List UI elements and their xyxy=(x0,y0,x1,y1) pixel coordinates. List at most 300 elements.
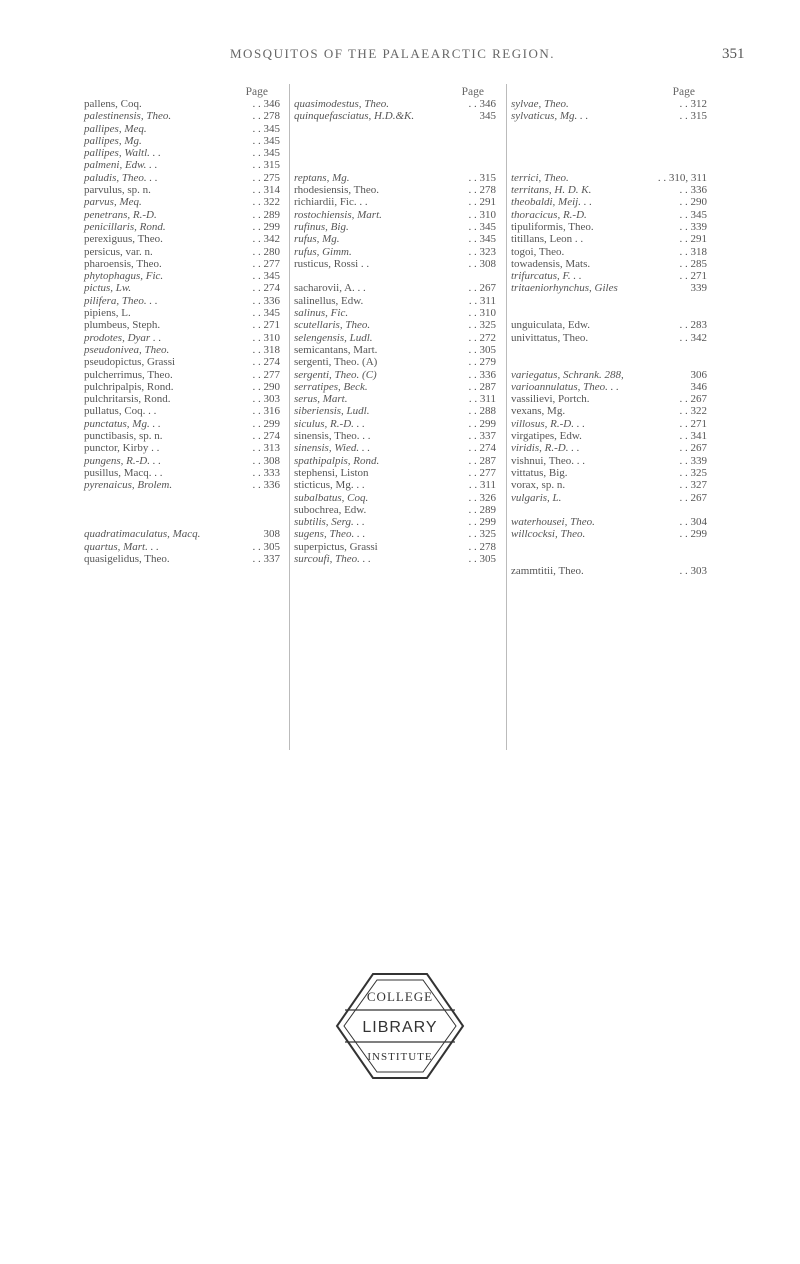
index-entry xyxy=(511,233,707,245)
entry-dots: . . xyxy=(252,393,261,406)
index-entry xyxy=(511,393,707,405)
entry-dots: . . xyxy=(252,307,261,320)
entry-page-number: 315 xyxy=(690,110,707,123)
entry-dots: . . xyxy=(252,233,261,246)
entry-name: semicantans, Mart. xyxy=(294,343,378,356)
index-entry xyxy=(294,332,496,344)
index-entry xyxy=(294,221,496,233)
entry-page xyxy=(680,270,708,282)
index-entry xyxy=(294,344,496,356)
entry-name: subtilis, Serg. . . xyxy=(294,516,365,529)
entry-dots: . . xyxy=(468,552,477,565)
entry-dots: . . xyxy=(679,331,688,344)
index-entry xyxy=(84,418,280,430)
entry-page-number: 290 xyxy=(263,380,280,393)
index-entry xyxy=(294,405,496,417)
index-entry xyxy=(294,455,496,467)
entry-name: pallipes, Mg. xyxy=(84,134,142,147)
entry-page-number: 318 xyxy=(263,343,280,356)
index-column-1 xyxy=(84,86,280,565)
entry-dots: . . xyxy=(468,257,477,270)
index-entry xyxy=(84,147,280,159)
entry-dots: . . xyxy=(468,479,478,492)
entry-name: pungens, R.-D. . . xyxy=(84,454,161,467)
entry-page-number: 345 xyxy=(479,220,496,233)
entry-dots: . . xyxy=(679,430,688,443)
entry-page-number: 277 xyxy=(263,368,280,381)
entry-name: vorax, sp. n. xyxy=(511,479,566,492)
entry-page xyxy=(469,295,496,307)
entry-name: pusillus, Macq. . . xyxy=(84,466,163,479)
index-entry xyxy=(294,504,496,516)
entry-page-number: 316 xyxy=(263,405,280,418)
entry-page-number: 325 xyxy=(479,319,496,332)
entry-dots: . . xyxy=(468,540,477,553)
entry-dots: . . xyxy=(252,270,261,283)
entry-page xyxy=(253,356,281,368)
entry-dots: . . xyxy=(252,319,261,332)
entry-page xyxy=(253,369,281,381)
entry-dots: . . xyxy=(468,466,477,479)
entry-dots: . . xyxy=(679,319,688,332)
index-entry xyxy=(84,196,280,208)
column-divider xyxy=(506,84,507,750)
entry-page xyxy=(680,393,708,405)
entry-page-number: 283 xyxy=(690,319,707,332)
index-entry xyxy=(294,528,496,540)
entry-page xyxy=(469,233,497,245)
entry-name: terrici, Theo. xyxy=(511,171,569,184)
entry-dots: . . xyxy=(679,233,688,246)
entry-name: selengensis, Ludl. xyxy=(294,331,373,344)
index-column-3 xyxy=(511,86,707,578)
entry-page xyxy=(253,282,281,294)
entry-name: punctibasis, sp. n. xyxy=(84,430,163,443)
entry-dots: . . xyxy=(252,331,261,344)
entry-name: univittatus, Theo. xyxy=(511,331,589,344)
entry-dots: . . xyxy=(468,516,477,529)
index-entry xyxy=(511,98,707,110)
entry-page xyxy=(680,479,708,491)
entry-name: variegatus, Schrank. 288, xyxy=(511,368,624,381)
entry-dots: . . xyxy=(679,257,688,270)
page-label: Page xyxy=(245,86,268,98)
index-entry xyxy=(294,196,496,208)
entry-dots: . . xyxy=(468,430,477,443)
index-entry xyxy=(294,246,496,258)
entry-name: siculus, R.-D. . . xyxy=(294,417,365,430)
entry-page xyxy=(680,221,708,233)
index-entry xyxy=(84,172,280,184)
entry-page xyxy=(469,455,497,467)
entry-page xyxy=(680,467,708,479)
index-entry xyxy=(511,492,707,504)
entry-page xyxy=(680,442,708,454)
index-entry xyxy=(294,184,496,196)
index-entry xyxy=(294,233,496,245)
entry-page-number: 322 xyxy=(690,405,707,418)
entry-dots: . . xyxy=(679,565,688,578)
entry-dots: . . xyxy=(468,380,477,393)
entry-name: virgatipes, Edw. xyxy=(511,430,582,443)
entry-page-number: 272 xyxy=(479,331,496,344)
entry-page-number: 271 xyxy=(690,417,707,430)
entry-name: villosus, R.-D. . . xyxy=(511,417,585,430)
index-entry xyxy=(294,307,496,319)
entry-dots: . . xyxy=(468,233,477,246)
index-entry xyxy=(84,258,280,270)
entry-page-number: 289 xyxy=(479,503,496,516)
index-entry xyxy=(84,369,280,381)
entry-page-number: 341 xyxy=(690,430,707,443)
entry-dots: . . xyxy=(252,368,261,381)
entry-name: pseudopictus, Grassi xyxy=(84,356,176,369)
entry-dots: . . xyxy=(252,454,261,467)
entry-page xyxy=(691,369,708,381)
entry-name: vassilievi, Portch. xyxy=(511,393,590,406)
entry-page xyxy=(680,430,708,442)
entry-name: vexans, Mg. xyxy=(511,405,566,418)
entry-page-number: 310 xyxy=(479,307,496,320)
entry-dots: . . xyxy=(679,245,688,258)
entry-page-number: 337 xyxy=(479,430,496,443)
entry-dots: . . xyxy=(679,454,688,467)
entry-page-number: 337 xyxy=(263,552,280,565)
entry-dots: . . xyxy=(679,98,688,110)
index-entry xyxy=(84,135,280,147)
index-entry xyxy=(294,541,496,553)
entry-page-number: 277 xyxy=(479,466,496,479)
entry-page-number: 287 xyxy=(479,454,496,467)
index-entry xyxy=(84,405,280,417)
entry-page-number: 336 xyxy=(263,479,280,492)
entry-page xyxy=(253,270,281,282)
entry-dots: . . xyxy=(252,380,261,393)
index-entry xyxy=(84,356,280,368)
entry-dots: . . xyxy=(657,171,667,184)
entry-name: pipiens, L. xyxy=(84,307,131,320)
entry-dots: . . xyxy=(468,491,477,504)
entry-dots: . . xyxy=(468,405,477,418)
entry-page xyxy=(469,467,497,479)
entry-page-number: 308 xyxy=(263,454,280,467)
index-entry xyxy=(84,332,280,344)
entry-dots: . . xyxy=(468,331,477,344)
entry-page-number: 326 xyxy=(479,491,496,504)
entry-name: rhodesiensis, Theo. xyxy=(294,184,380,197)
index-entry xyxy=(294,492,496,504)
entry-page-number: 271 xyxy=(263,319,280,332)
index-entry xyxy=(511,565,707,577)
entry-dots: . . xyxy=(252,122,261,135)
entry-page-number: 289 xyxy=(263,208,280,221)
index-entry xyxy=(294,553,496,565)
index-entry xyxy=(84,184,280,196)
entry-page-number: 310, 311 xyxy=(668,171,707,184)
entry-page-number: 345 xyxy=(479,233,496,246)
index-entry xyxy=(294,209,496,221)
entry-page-number: 314 xyxy=(263,184,280,197)
index-entry xyxy=(294,479,496,491)
entry-dots: . . xyxy=(252,294,261,307)
entry-dots: . . xyxy=(679,196,688,209)
index-entry xyxy=(294,172,496,184)
entry-dots: . . xyxy=(468,454,477,467)
entry-name: serratipes, Beck. xyxy=(294,380,368,393)
entry-page xyxy=(680,418,708,430)
entry-page-number: 345 xyxy=(263,134,280,147)
index-entry xyxy=(84,319,280,331)
entry-dots: . . xyxy=(252,466,261,479)
entry-dots: . . xyxy=(252,208,261,221)
entry-name: tritaeniorhynchus, Giles xyxy=(511,282,618,295)
entry-name: towadensis, Mats. xyxy=(511,257,591,270)
entry-name: pulcherrimus, Theo. xyxy=(84,368,173,381)
index-entry xyxy=(294,430,496,442)
entry-name: quasimodestus, Theo. xyxy=(294,98,390,110)
entry-name: quartus, Mart. . . xyxy=(84,540,159,553)
entry-page-number: 342 xyxy=(263,233,280,246)
entry-name: vulgaris, L. xyxy=(511,491,562,504)
entry-name: sylvaticus, Mg. . . xyxy=(511,110,589,123)
entry-dots: . . xyxy=(468,307,477,320)
entry-dots: . . xyxy=(252,98,261,110)
entry-name: penetrans, R.-D. xyxy=(84,208,157,221)
entry-name: togoi, Theo. xyxy=(511,245,565,258)
entry-page-number: 274 xyxy=(263,430,280,443)
entry-name: willcocksi, Theo. xyxy=(511,528,586,541)
entry-page xyxy=(680,184,708,196)
index-entry xyxy=(84,455,280,467)
index-entry xyxy=(511,516,707,528)
entry-page xyxy=(469,344,497,356)
entry-page-number: 306 xyxy=(690,368,707,381)
entry-page xyxy=(469,504,497,516)
entry-page xyxy=(469,221,497,233)
entry-dots: . . xyxy=(252,110,261,123)
stamp-top-text: COLLEGE xyxy=(366,989,434,1004)
entry-page xyxy=(680,332,708,344)
index-entry xyxy=(294,356,496,368)
entry-name: unguiculata, Edw. xyxy=(511,319,591,332)
entry-page xyxy=(469,246,497,258)
index-entry xyxy=(84,221,280,233)
entry-page-number: 278 xyxy=(479,540,496,553)
entry-page xyxy=(680,319,708,331)
index-entry xyxy=(511,246,707,258)
entry-page-number: 299 xyxy=(263,417,280,430)
entry-page-number: 275 xyxy=(263,171,280,184)
entry-name: sticticus, Mg. . . xyxy=(294,479,365,492)
entry-page xyxy=(253,442,281,454)
index-entry xyxy=(84,159,280,171)
entry-page xyxy=(469,516,497,528)
entry-page xyxy=(680,516,708,528)
entry-page xyxy=(680,209,708,221)
entry-page-number: 304 xyxy=(690,516,707,529)
entry-name: salinellus, Edw. xyxy=(294,294,364,307)
entry-name: spathipalpis, Rond. xyxy=(294,454,380,467)
entry-page-number: 311 xyxy=(479,479,496,492)
entry-page-number: 325 xyxy=(479,528,496,541)
entry-page xyxy=(469,479,496,491)
entry-name: stephensi, Liston xyxy=(294,466,369,479)
entry-name: palmeni, Edw. . . xyxy=(84,159,158,172)
entry-page xyxy=(469,553,497,565)
entry-page-number: 277 xyxy=(263,257,280,270)
entry-page xyxy=(253,172,281,184)
entry-page-number: 305 xyxy=(479,552,496,565)
entry-name: richiardii, Fic. . . xyxy=(294,196,368,209)
entry-page-number: 278 xyxy=(479,184,496,197)
entry-page xyxy=(253,393,281,405)
entry-page xyxy=(253,541,281,553)
entry-name: reptans, Mg. xyxy=(294,171,350,184)
entry-dots: . . xyxy=(679,528,688,541)
entry-page-number: 299 xyxy=(690,528,707,541)
entry-dots: . . xyxy=(468,417,477,430)
entry-dots: . . xyxy=(468,356,477,369)
entry-page xyxy=(469,405,497,417)
entry-page-number: 308 xyxy=(479,257,496,270)
entry-page xyxy=(253,418,281,430)
entry-page-number: 271 xyxy=(690,270,707,283)
entry-page-number: 336 xyxy=(479,368,496,381)
entry-page xyxy=(253,209,281,221)
entry-name: sylvae, Theo. xyxy=(511,98,569,110)
entry-page-number: 303 xyxy=(263,393,280,406)
entry-dots: . . xyxy=(679,110,688,123)
index-entry xyxy=(294,393,496,405)
entry-page xyxy=(253,467,281,479)
index-entry xyxy=(294,369,496,381)
entry-page xyxy=(469,258,497,270)
index-entry xyxy=(511,418,707,430)
index-entry xyxy=(84,479,280,491)
entry-page-number: 345 xyxy=(263,307,280,320)
entry-dots: . . xyxy=(252,196,261,209)
entry-name: punctatus, Mg. . . xyxy=(84,417,161,430)
entry-dots: . . xyxy=(252,147,261,160)
entry-name: trifurcatus, F. . . xyxy=(511,270,582,283)
index-entry xyxy=(84,282,280,294)
entry-dots: . . xyxy=(252,282,261,295)
entry-page-number: 339 xyxy=(690,220,707,233)
entry-page xyxy=(469,369,497,381)
entry-name: sinensis, Theo. . . xyxy=(294,430,371,443)
entry-name: parvulus, sp. n. xyxy=(84,184,151,197)
entry-page-number: 291 xyxy=(479,196,496,209)
entry-dots: . . xyxy=(468,196,477,209)
entry-page xyxy=(469,528,497,540)
entry-page xyxy=(680,492,708,504)
index-entry xyxy=(84,528,280,540)
entry-name: plumbeus, Steph. xyxy=(84,319,161,332)
entry-name: pilifera, Theo. . . xyxy=(84,294,158,307)
entry-name: rufus, Gimm. xyxy=(294,245,352,258)
entry-page xyxy=(253,196,281,208)
index-entry xyxy=(84,295,280,307)
column-divider xyxy=(289,84,290,750)
index-entry xyxy=(511,221,707,233)
entry-page xyxy=(469,541,497,553)
entry-page xyxy=(253,110,281,122)
entry-name: titillans, Leon . . xyxy=(511,233,584,246)
running-title: MOSQUITOS OF THE PALAEARCTIC REGION. xyxy=(230,46,555,61)
entry-name: scutellaris, Theo. xyxy=(294,319,371,332)
index-entry xyxy=(84,541,280,553)
index-entry xyxy=(84,381,280,393)
entry-page xyxy=(253,307,281,319)
entry-dots: . . xyxy=(679,208,688,221)
index-entry xyxy=(294,381,496,393)
index-entry xyxy=(84,209,280,221)
entry-page-number: 315 xyxy=(263,159,280,172)
entry-page-number: 333 xyxy=(263,466,280,479)
entry-dots: . . xyxy=(252,552,261,565)
index-entry xyxy=(511,172,707,184)
index-entry xyxy=(294,258,496,270)
entry-dots: . . xyxy=(468,245,477,258)
entry-page-number: 322 xyxy=(263,196,280,209)
entry-dots: . . xyxy=(468,220,477,233)
index-entry xyxy=(511,332,707,344)
entry-dots: . . xyxy=(468,368,477,381)
entry-dots: . . xyxy=(252,245,261,258)
index-entry xyxy=(511,184,707,196)
index-entry xyxy=(511,270,707,282)
index-entry xyxy=(294,467,496,479)
entry-page-number: 345 xyxy=(690,208,707,221)
entry-name: phytophagus, Fic. xyxy=(84,270,164,283)
index-entry xyxy=(511,319,707,331)
entry-dots: . . xyxy=(252,171,261,184)
entry-page xyxy=(253,98,281,110)
index-entry xyxy=(84,553,280,565)
index-entry xyxy=(511,110,707,122)
entry-name: sinensis, Wied. . . xyxy=(294,442,371,455)
entry-page-number: 311 xyxy=(479,393,496,406)
entry-page xyxy=(680,258,708,270)
index-entry xyxy=(511,258,707,270)
entry-page xyxy=(691,282,708,294)
index-entry xyxy=(511,528,707,540)
entry-dots: . . xyxy=(468,442,477,455)
entry-dots: . . xyxy=(679,184,688,197)
entry-page xyxy=(253,258,281,270)
entry-name: persicus, var. n. xyxy=(84,245,153,258)
entry-page xyxy=(469,430,497,442)
entry-page xyxy=(680,110,708,122)
entry-dots: . . xyxy=(679,393,688,406)
entry-dots: . . xyxy=(468,294,478,307)
index-entry xyxy=(294,319,496,331)
entry-page-number: 285 xyxy=(690,257,707,270)
entry-name: siberiensis, Ludl. xyxy=(294,405,370,418)
entry-dots: . . xyxy=(679,491,688,504)
entry-page-number: 342 xyxy=(690,331,707,344)
entry-page xyxy=(253,430,281,442)
entry-page-number: 267 xyxy=(690,393,707,406)
entry-page xyxy=(253,233,281,245)
entry-page xyxy=(691,381,708,393)
entry-name: viridis, R.-D. . . xyxy=(511,442,580,455)
entry-name: vittatus, Big. xyxy=(511,466,568,479)
entry-page xyxy=(469,442,497,454)
entry-page xyxy=(253,159,281,171)
index-entry xyxy=(84,123,280,135)
index-entry xyxy=(511,479,707,491)
